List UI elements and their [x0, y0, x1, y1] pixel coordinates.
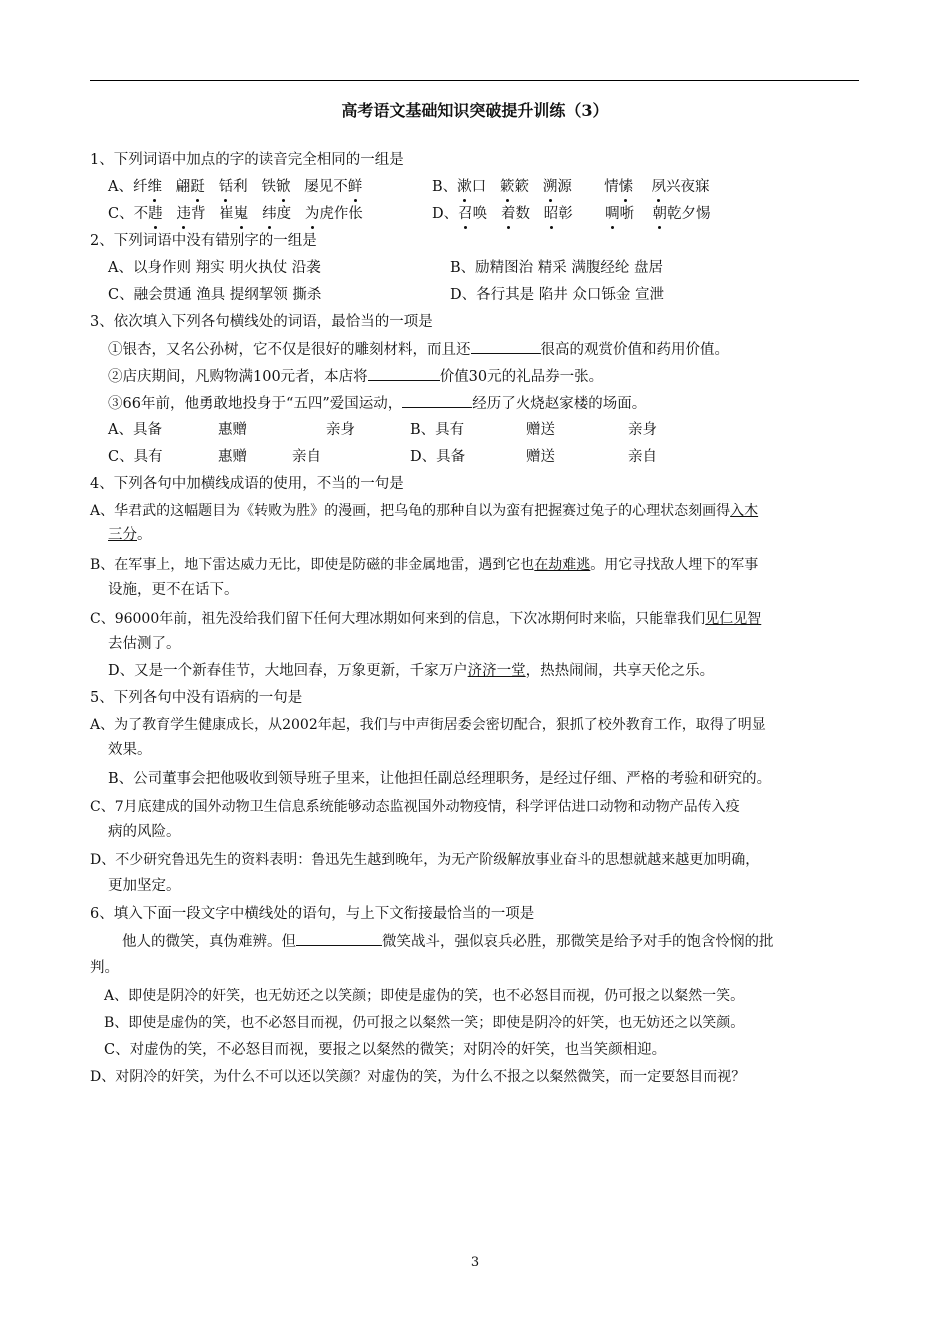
q1-option-d: D、召唤 着数 昭彰 啁哳 朝乾夕惕	[432, 206, 711, 222]
q6-passage-before: 他人的微笑，真伪难辨。但	[122, 934, 296, 950]
q6-option-d: D、对阴冷的奸笑，为什么不可以还以笑颜？对虚伪的笑，为什么不报之以粲然微笑，而一定要怒目而视？	[90, 1069, 746, 1085]
q1-option-a: A、纤维 翩跹 铦利 铁锨 屡见不鲜	[108, 179, 363, 195]
q2-option-d: D、各行其是 陷井 众口铄金 宣泄	[450, 287, 664, 303]
q4-option-b-cont: 设施，更不在话下。	[108, 582, 239, 598]
q3-blank-1	[471, 339, 541, 354]
q3-option-a-3: 亲身	[326, 422, 355, 438]
q3-s3-before: ③66年前，他勇敢地投身于“五四”爱国运动，	[108, 396, 403, 412]
q2-option-b: B、励精图治 精采 满腹经纶 盘居	[450, 260, 663, 276]
q3-option-c-2: 惠赠	[218, 449, 247, 465]
q3-s2-before: ②店庆期间，凡购物满100元者，本店将	[108, 369, 368, 385]
q2-stem: 2、下列词语中没有错别字的一组是	[90, 233, 317, 249]
q1-option-b: B、漱口 簌簌 溯源 情愫 夙兴夜寐	[432, 179, 710, 195]
q5-option-d-cont: 更加坚定。	[108, 878, 181, 894]
q6-blank	[296, 931, 382, 946]
q4-option-a-cont	[108, 525, 152, 545]
q4-c-idiom: 见仁见智	[705, 611, 762, 627]
q5-option-c: C、7月底建成的国外动物卫生信息系统能够动态监视国外动物疫情，科学评估进口动物和动物产品传入疫	[90, 799, 740, 815]
q3-blank-3	[402, 393, 472, 408]
q4-b-idiom: 在劫难逃	[534, 557, 591, 573]
q6-option-b: B、即使是虚伪的笑，也不必怒目而视，仍可报之以粲然一笑；即使是阴冷的奸笑，也无妨还之以笑颜。	[104, 1015, 745, 1031]
q4-d-text2: ，热热闹闹，共享天伦之乐。	[525, 663, 715, 679]
q4-d-idiom: 济济一堂	[467, 663, 526, 679]
q2-option-c: C、融会贯通 渔具 提纲挈领 撕杀	[108, 287, 322, 303]
q4-a-idiom-part1: 入木	[730, 503, 759, 519]
q3-sentence-1	[108, 339, 729, 360]
q3-sentence-2	[108, 366, 603, 387]
q4-a-end: 。	[137, 527, 152, 543]
q4-stem: 4、下列各句中加横线成语的使用，不当的一句是	[90, 476, 404, 492]
q2-option-a: A、以身作则 翔实 明火执仗 沿袭	[108, 260, 321, 276]
q5-option-a: A、为了教育学生健康成长，从2002年起，我们与中声街居委会密切配合，狠抓了校外教育工作，取得了明显	[90, 717, 766, 733]
q1-option-c: C、不韪 违背 崔嵬 纬度 为虎作伥	[108, 206, 363, 222]
q4-option-b	[90, 555, 758, 575]
q5-option-b: B、公司董事会把他吸收到领导班子里来，让他担任副总经理职务，是经过仔细、严格的考验和研究的。	[108, 771, 772, 787]
q4-a-text: A、华君武的这幅题目为《转败为胜》的漫画，把乌龟的那种自以为蛮有把握赛过兔子的心理状态刻画得	[90, 503, 731, 519]
q3-option-d-3: 亲自	[628, 449, 657, 465]
page-number: 3	[470, 1255, 480, 1270]
page-title: 高考语文基础知识突破提升训练（3）	[341, 101, 609, 120]
q4-b-text: B、在军事上，地下雷达威力无比，即使是防磁的非金属地雷，遇到它也	[90, 557, 535, 573]
q3-option-d-1: D、具备	[410, 449, 466, 465]
q6-option-c: C、对虚伪的笑，不必怒目而视，要报之以粲然的微笑；对阴冷的奸笑，也当笑颜相迎。	[104, 1042, 667, 1058]
q3-sentence-3	[108, 393, 646, 414]
q6-stem: 6、填入下面一段文字中横线处的语句，与上下文衔接最恰当的一项是	[90, 906, 535, 922]
q3-option-d-2: 赠送	[526, 449, 555, 465]
q3-option-c-3: 亲自	[292, 449, 321, 465]
q3-option-c-1: C、具有	[108, 449, 163, 465]
q4-option-c-cont: 去估测了。	[108, 636, 181, 652]
q4-d-text: D、又是一个新春佳节，大地回春，万象更新，千家万户	[108, 663, 468, 679]
q6-passage-line1	[122, 931, 774, 952]
q4-a-idiom-part2: 三分	[108, 527, 137, 543]
q4-option-c	[90, 609, 761, 629]
q3-option-b-1: B、具有	[410, 422, 465, 438]
q3-option-a-1: A、具备	[108, 422, 162, 438]
q6-option-a: A、即使是阴冷的奸笑，也无妨还之以笑颜；即使是虚伪的笑，也不必怒目而视，仍可报之以粲然一笑。	[104, 988, 745, 1004]
q4-option-a	[90, 501, 758, 521]
q6-passage-line2: 判。	[90, 960, 119, 976]
q5-stem: 5、下列各句中没有语病的一句是	[90, 690, 303, 706]
q3-blank-2	[368, 366, 440, 381]
q4-option-d	[108, 661, 714, 681]
q5-option-d: D、不少研究鲁迅先生的资料表明：鲁迅先生越到晚年，为无产阶级解放事业奋斗的思想就越来越更加明确，	[90, 852, 760, 868]
q4-b-text2: 。用它寻找敌人埋下的军事	[590, 557, 759, 573]
q1-stem: 1、下列词语中加点的字的读音完全相同的一组是	[90, 152, 404, 168]
q3-option-b-2: 赠送	[526, 422, 555, 438]
q3-s1-after: 很高的观赏价值和药用价值。	[540, 342, 729, 358]
q3-s1-before: ①银杏，又名公孙树，它不仅是很好的雕刻材料，而且还	[108, 342, 471, 358]
q5-option-c-cont: 病的风险。	[108, 824, 181, 840]
q3-option-b-3: 亲身	[628, 422, 657, 438]
q3-s3-after: 经历了火烧赵家楼的场面。	[472, 396, 647, 412]
q6-passage-after: 微笑战斗，强似哀兵必胜，那微笑是给予对手的饱含怜悯的批	[382, 934, 774, 950]
q3-s2-after: 价值30元的礼品券一张。	[439, 369, 604, 385]
q3-option-a-2: 惠赠	[218, 422, 247, 438]
q5-option-a-cont: 效果。	[108, 742, 152, 758]
q3-stem: 3、依次填入下列各句横线处的词语，最恰当的一项是	[90, 314, 433, 330]
q4-c-text: C、96000年前，祖先没给我们留下任何大理冰期如何来到的信息，下次冰期何时来临，只能靠我们	[90, 611, 706, 627]
header-rule	[90, 80, 859, 81]
